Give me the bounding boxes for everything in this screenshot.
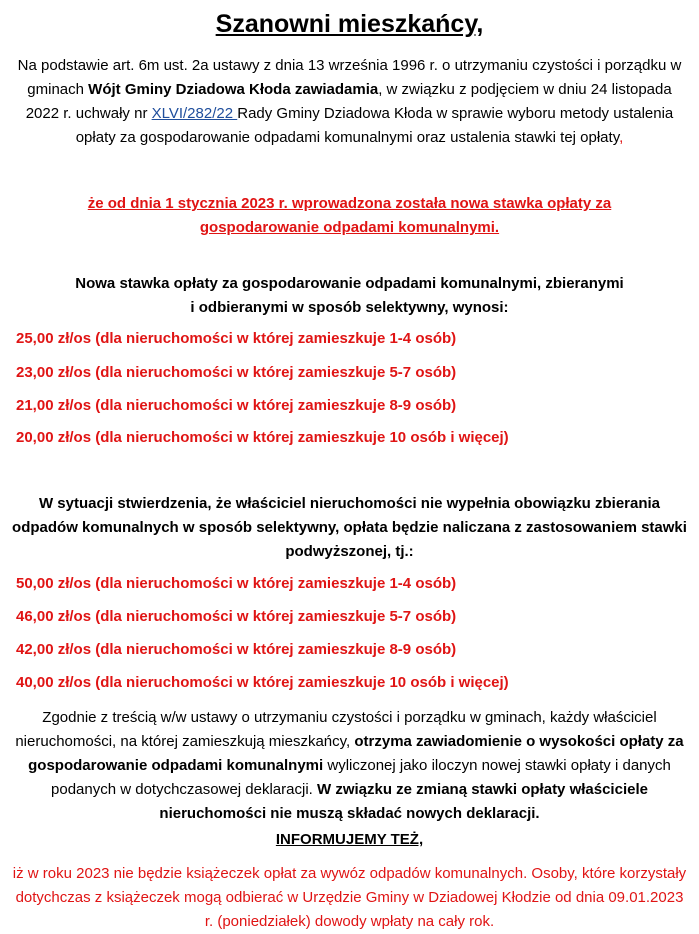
increased-rate-2: 46,00 zł/os (dla nieruchomości w której zamieszkuje 5-7 osób) xyxy=(16,608,457,625)
selective-heading xyxy=(12,272,687,320)
selective-heading-line2: i odbieranymi w sposób selektywny, wynosi: xyxy=(190,299,509,316)
increased-rate-1: 50,00 zł/os (dla nieruchomości w której zamieszkuje 1-4 osób) xyxy=(16,575,457,592)
announcement-text: że od dnia 1 stycznia 2023 r. wprowadzona została nowa stawka opłaty za gospodarowanie odpadami komunalnymi. xyxy=(87,195,612,236)
closing-text-1: Zgodnie z treścią w/w ustawy o utrzymaniu czystości i porządku w gminach, każdy właściciel nieruchomości, na której zamieszkują mieszkańcy, xyxy=(15,709,657,750)
selective-heading-line1: Nowa stawka opłaty za gospodarowanie odpadami komunalnymi, zbieranymi xyxy=(75,275,624,292)
inform-text: iż w roku 2023 nie będzie książeczek opłat za wywóz odpadów komunalnych. Osoby, które korzystały dotychczas z książeczek mogą odbierać w Urzędzie Gminy w Dziadowej Kłodzie od dnia 09.01.2023 r. (poniedziałek) dowody wpłaty na cały rok. xyxy=(12,865,687,930)
closing-bold-1: otrzyma zawiadomienie o wysokości opłaty za gospodarowanie odpadami komunalnymi xyxy=(28,733,684,774)
increased-heading: W sytuacji stwierdzenia, że właściciel nieruchomości nie wypełnia obowiązku zbierania odpadów komunalnych w sposób selektywny, opłata będzie naliczana z zastosowaniem stawki podwyższonej, tj.: xyxy=(12,495,687,560)
intro-text-2: , w związku z podjęciem w dniu 24 listopada 2022 r. uchwały nr xyxy=(25,81,672,122)
intro-mayor-bold: Wójt Gminy Dziadowa Kłoda zawiadamia xyxy=(88,81,379,98)
selective-rate-4: 20,00 zł/os (dla nieruchomości w której zamieszkuje 10 osób i więcej) xyxy=(16,429,509,446)
increased-rate-3: 42,00 zł/os (dla nieruchomości w której zamieszkuje 8-9 osób) xyxy=(16,641,457,658)
increased-rate-4: 40,00 zł/os (dla nieruchomości w której zamieszkuje 10 osób i więcej) xyxy=(16,674,509,691)
selective-rate-2: 23,00 zł/os (dla nieruchomości w której zamieszkuje 5-7 osób) xyxy=(16,364,457,381)
resolution-link[interactable]: XLVI/282/22 xyxy=(151,105,238,122)
closing-bold-2: W związku ze zmianą stawki opłaty właściciele nieruchomości nie muszą składać nowych deklaracji. xyxy=(159,781,648,822)
selective-rate-1: 25,00 zł/os (dla nieruchomości w której zamieszkuje 1-4 osób) xyxy=(16,330,457,347)
selective-rate-3: 21,00 zł/os (dla nieruchomości w której zamieszkuje 8-9 osób) xyxy=(16,397,457,414)
inform-heading: INFORMUJEMY TEŻ, xyxy=(275,831,424,848)
page-title: Szanowni mieszkańcy, xyxy=(215,10,484,38)
closing-paragraph xyxy=(12,706,687,826)
intro-comma: , xyxy=(619,129,624,146)
intro-paragraph xyxy=(12,54,687,150)
intro-text-3: Rady Gminy Dziadowa Kłoda w sprawie wyboru metody ustalenia opłaty za gospodarowanie odpadami komunalnymi oraz ustalenia stawki tej opłaty xyxy=(75,105,674,146)
closing-text-2: wyliczonej jako iloczyn nowej stawki opłaty i danych podanych w dotychczasowej deklaracji. xyxy=(51,757,671,798)
intro-text-1: Na podstawie art. 6m ust. 2a ustawy z dnia 13 września 1996 r. o utrzymaniu czystości i porządku w gminach xyxy=(17,57,682,98)
